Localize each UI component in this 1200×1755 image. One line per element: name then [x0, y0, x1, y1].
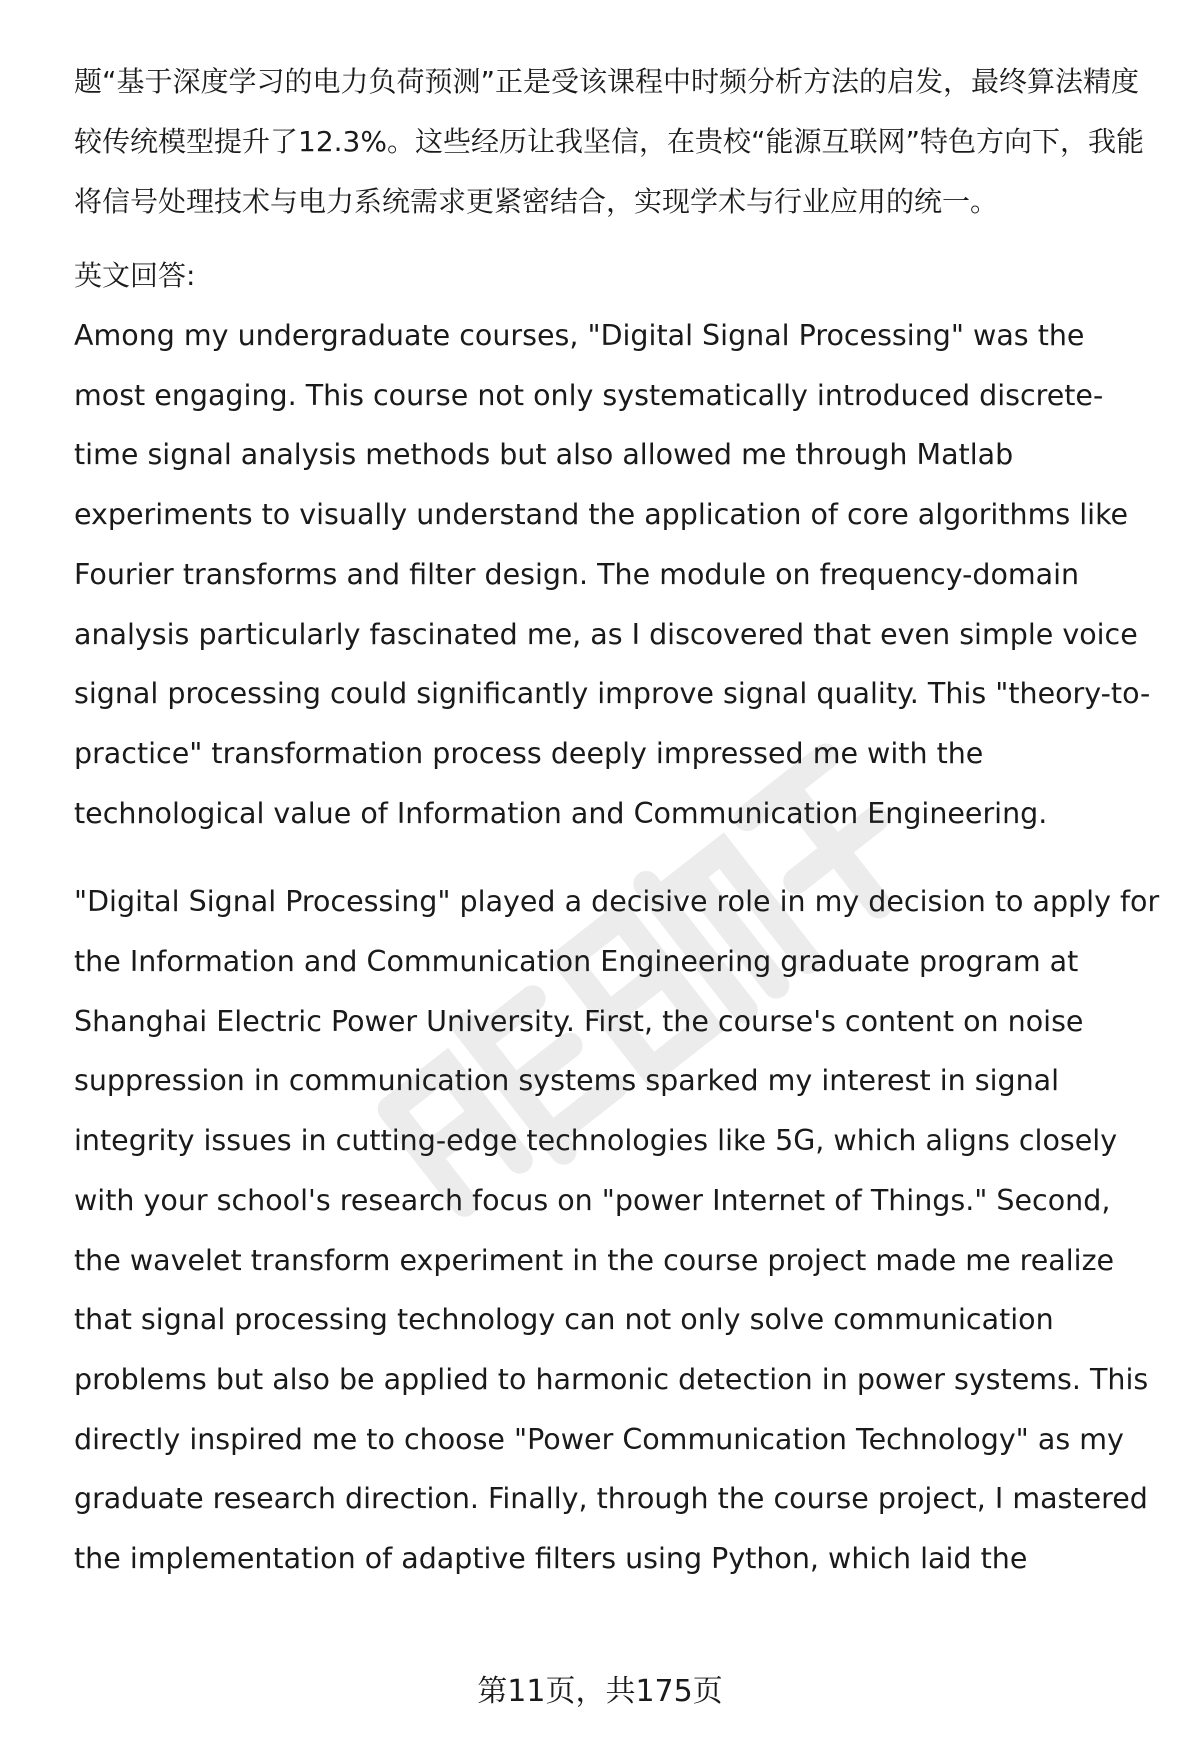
chinese-answer-paragraph: 题“基于深度学习的电力负荷预测”正是受该课程中时频分析方法的启发，最终算法精度较传统模型提升了12.3%。这些经历让我坚信，在贵校“能源互联网”特色方向下，我能将信号处理技术与电力系统需求更紧密结合，实现学术与行业应用的统一。 — [74, 65, 1144, 218]
paragraph-gap — [74, 843, 1164, 872]
english-answer-paragraph-1: Among my undergraduate courses, "Digital Signal Processing" was the most engaging. This course not only systematically introduced discrete-time signal analysis methods but also allowed me through Matlab experiments to visually understand the application of core algorithms like Fourier transforms and filter design. The module on frequency-domain analysis particularly fascinated me, as I discovered that even simple voice signal processing could significantly improve signal quality. This "theory-to-practice" transformation process deeply impressed me with the technological value of Information and Communication Engineering. — [74, 319, 1151, 830]
english-answer-heading: 英文回答: — [74, 259, 196, 292]
page-number-footer: 第11页，共175页 — [477, 1674, 723, 1709]
page-content — [74, 52, 1164, 1589]
english-answer-paragraph-2: "Digital Signal Processing" played a decisive role in my decision to apply for the Information and Communication Engineering graduate program at Shanghai Electric Power University. First, the course's content on noise suppression in communication systems sparked my interest in signal integrity issues in cutting-edge technologies like 5G, which aligns closely with your school's research focus on "power Internet of Things." Second, the wavelet transform experiment in the course project made me realize that signal processing technology can not only solve communication problems but also be applied to harmonic detection in power systems. This directly inspired me to choose "Power Communication Technology" as my graduate research direction. Finally, through the course project, I mastered the implementation of adaptive filters using Python, which laid the — [74, 885, 1160, 1576]
